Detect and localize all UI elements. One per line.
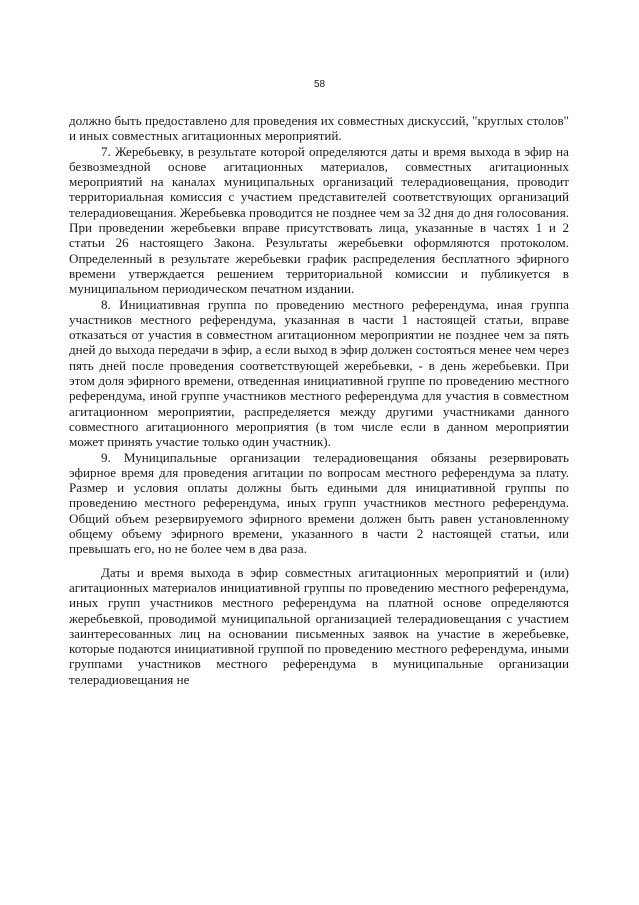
paragraph-continuation: должно быть предоставлено для проведения их совместных дискуссий, "круглых столов" и иных совместных агитационных мероприятий. — [69, 113, 569, 144]
paragraph-item-9: 9. Муниципальные организации телерадиовещания обязаны резервировать эфирное время для проведения агитации по вопросам местного референдума за плату. Размер и условия оплаты должны быть едиными для инициативной группы по проведению местного референдума, иных групп участников местного референдума. Общий объем резервируемого эфирного времени должен быть равен установленному общему объему эфирного времени, указанного в части 2 настоящей статьи, или превышать его, но не более чем в два раза. — [69, 449, 569, 557]
page-body — [69, 113, 569, 687]
paragraph-item-8: 8. Инициативная группа по проведению местного референдума, иная группа участников местного референдума, указанная в части 1 настоящей статьи, вправе отказаться от участия в совместном агитационном мероприятии не позднее чем за пять дней до выхода передачи в эфир, а если выход в эфир должен состояться менее чем через пять дней после проведения соответствующей жеребьевки, - в день жеребьевки. При этом доля эфирного времени, отведенная инициативной группе по проведению местного референдума, иной группе участников местного референдума для участия в совместном агитационном мероприятии, распределяется между другими участниками данного совместного агитационного мероприятия (в том числе если в данном мероприятии может принять участие только один участник). — [69, 296, 569, 450]
paragraph-paid-broadcast: Даты и время выхода в эфир совместных агитационных мероприятий и (или) агитационных материалов инициативной группы по проведению местного референдума, иных групп участников местного референдума на платной основе определяются жеребьевкой, проводимой муниципальной организацией телерадиовещания с участием заинтересованных лиц на основании письменных заявок на участие в жеребьевке, которые подаются инициативной группой по проведению местного референдума, иными группами участников местного референдума в муниципальные организации телерадиовещания не — [69, 564, 569, 687]
page-number: 58 — [313, 79, 326, 90]
paragraph-item-7: 7. Жеребьевку, в результате которой определяются даты и время выхода в эфир на безвозмездной основе агитационных материалов, совместных агитационных мероприятий на каналах муниципальных организаций телерадиовещания, проводит территориальная комиссия с участием представителей соответствующих организаций телерадиовещания. Жеребьевка проводится не позднее чем за 32 дня до дня голосования. При проведении жеребьевки вправе присутствовать лица, указанные в частях 1 и 2 статьи 26 настоящего Закона. Результаты жеребьевки оформляются протоколом. Определенный в результате жеребьевки график распределения бесплатного эфирного времени утверждается решением территориальной комиссии и публикуется в муниципальном периодическом печатном издании. — [69, 143, 569, 297]
